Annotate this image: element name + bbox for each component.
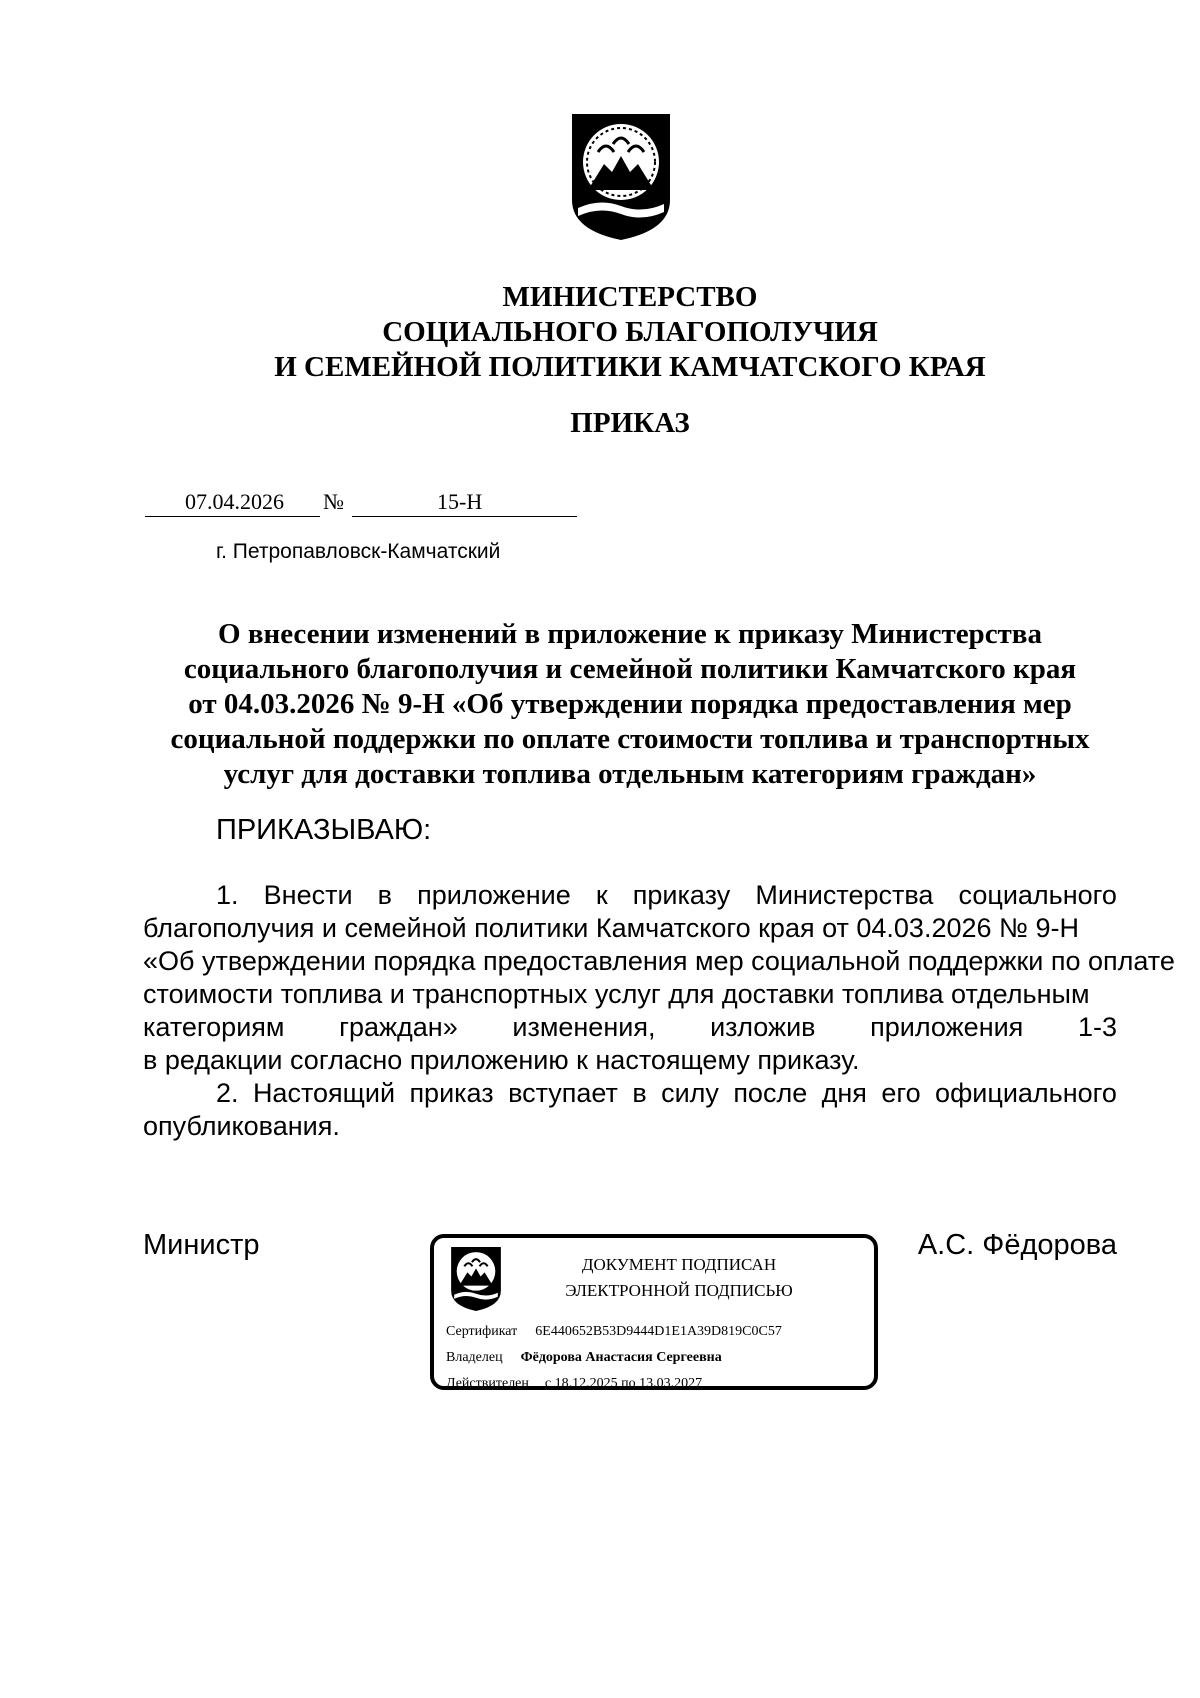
registration-line [145,488,577,517]
word: изменения, [512,1012,656,1042]
word: Внести [263,880,353,910]
electronic-signature-stamp [430,1234,878,1390]
item-1-line: «Об утверждении порядка предоставления мер социальной поддержки по оплате [143,946,1175,976]
word: приказу [632,880,731,910]
word: в [632,1078,647,1108]
word: официального [935,1078,1117,1108]
word: категориям [143,1012,285,1042]
stamp-header [524,1252,834,1304]
document-title [150,617,1110,792]
validity-label: Действителен [446,1376,529,1391]
word: приложения [870,1012,1024,1042]
document-number: 15-Н [437,489,483,514]
signatory-name: А.С. Фёдорова [917,1229,1117,1261]
ministry-name [150,280,1110,385]
number-sign: № [323,489,344,514]
word: к [595,880,608,910]
word: 1-3 [1077,1012,1117,1042]
city: г. Петропавловск-Камчатский [216,540,501,563]
item-2-line: опубликования. [143,1111,340,1141]
word: 2. [216,1078,239,1108]
ministry-line: СОЦИАЛЬНОГО БЛАГОПОЛУЧИЯ [382,316,878,348]
title-line: услуг для доставки топлива отдельным категориям граждан» [223,758,1037,790]
word: Настоящий [252,1078,396,1108]
stamp-owner-row [446,1348,722,1368]
title-line: О внесении изменений в приложение к приказу Министерства [218,618,1042,650]
item-1-line: благополучия и семейной политики Камчатского края от 04.03.2026 № 9-Н [143,913,1079,943]
stamp-header-line: ЭЛЕКТРОННОЙ ПОДПИСЬЮ [565,1281,793,1300]
signatory-role: Министр [143,1229,260,1261]
title-line: социального благополучия и семейной политики Камчатского края [183,653,1077,685]
word: после [733,1078,808,1108]
ministry-line: И СЕМЕЙНОЙ ПОЛИТИКИ КАМЧАТСКОГО КРАЯ [274,351,986,383]
owner-value: Фёдорова Анастасия Сергеевна [520,1350,722,1365]
word: Министерства [755,880,934,910]
validity-value: с 18.12.2025 по 13.03.2027 [544,1376,703,1391]
document-type: ПРИКАЗ [570,407,690,439]
document-date: 07.04.2026 [185,489,284,514]
coat-of-arms-emblem [570,112,672,242]
order-body [143,879,1175,1143]
word: изложив [710,1012,816,1042]
title-line: социальной поддержки по оплате стоимости топлива и транспортных [170,723,1090,755]
order-word: ПРИКАЗЫВАЮ: [216,814,432,846]
word: дня [821,1078,867,1108]
certificate-value: 6E440652B53D9444D1E1A39D819C0C57 [535,1324,782,1339]
item-1-line [143,1011,1117,1044]
title-line: от 04.03.2026 № 9-Н «Об утверждении порядка предоставления мер [188,688,1072,720]
item-1-line [143,879,1117,912]
item-1-line: стоимости топлива и транспортных услуг для доставки топлива отдельным [143,979,1090,1009]
item-1-line: в редакции согласно приложению к настоящему приказу. [143,1045,860,1075]
word: силу [661,1078,719,1108]
stamp-certificate-row [446,1322,782,1342]
item-2-line [143,1077,1117,1110]
stamp-emblem-icon [450,1246,502,1312]
owner-label: Владелец [446,1350,503,1365]
word: в [377,880,393,910]
stamp-validity-row [446,1374,702,1394]
word: его [881,1078,921,1108]
word: социального [958,880,1117,910]
word: приложение [417,880,571,910]
word: приказ [409,1078,494,1108]
ministry-line: МИНИСТЕРСТВО [502,281,758,313]
word: граждан» [339,1012,458,1042]
word: вступает [508,1078,618,1108]
word: 1. [216,880,239,910]
certificate-label: Сертификат [446,1324,518,1339]
stamp-header-line: ДОКУМЕНТ ПОДПИСАН [581,1255,777,1274]
